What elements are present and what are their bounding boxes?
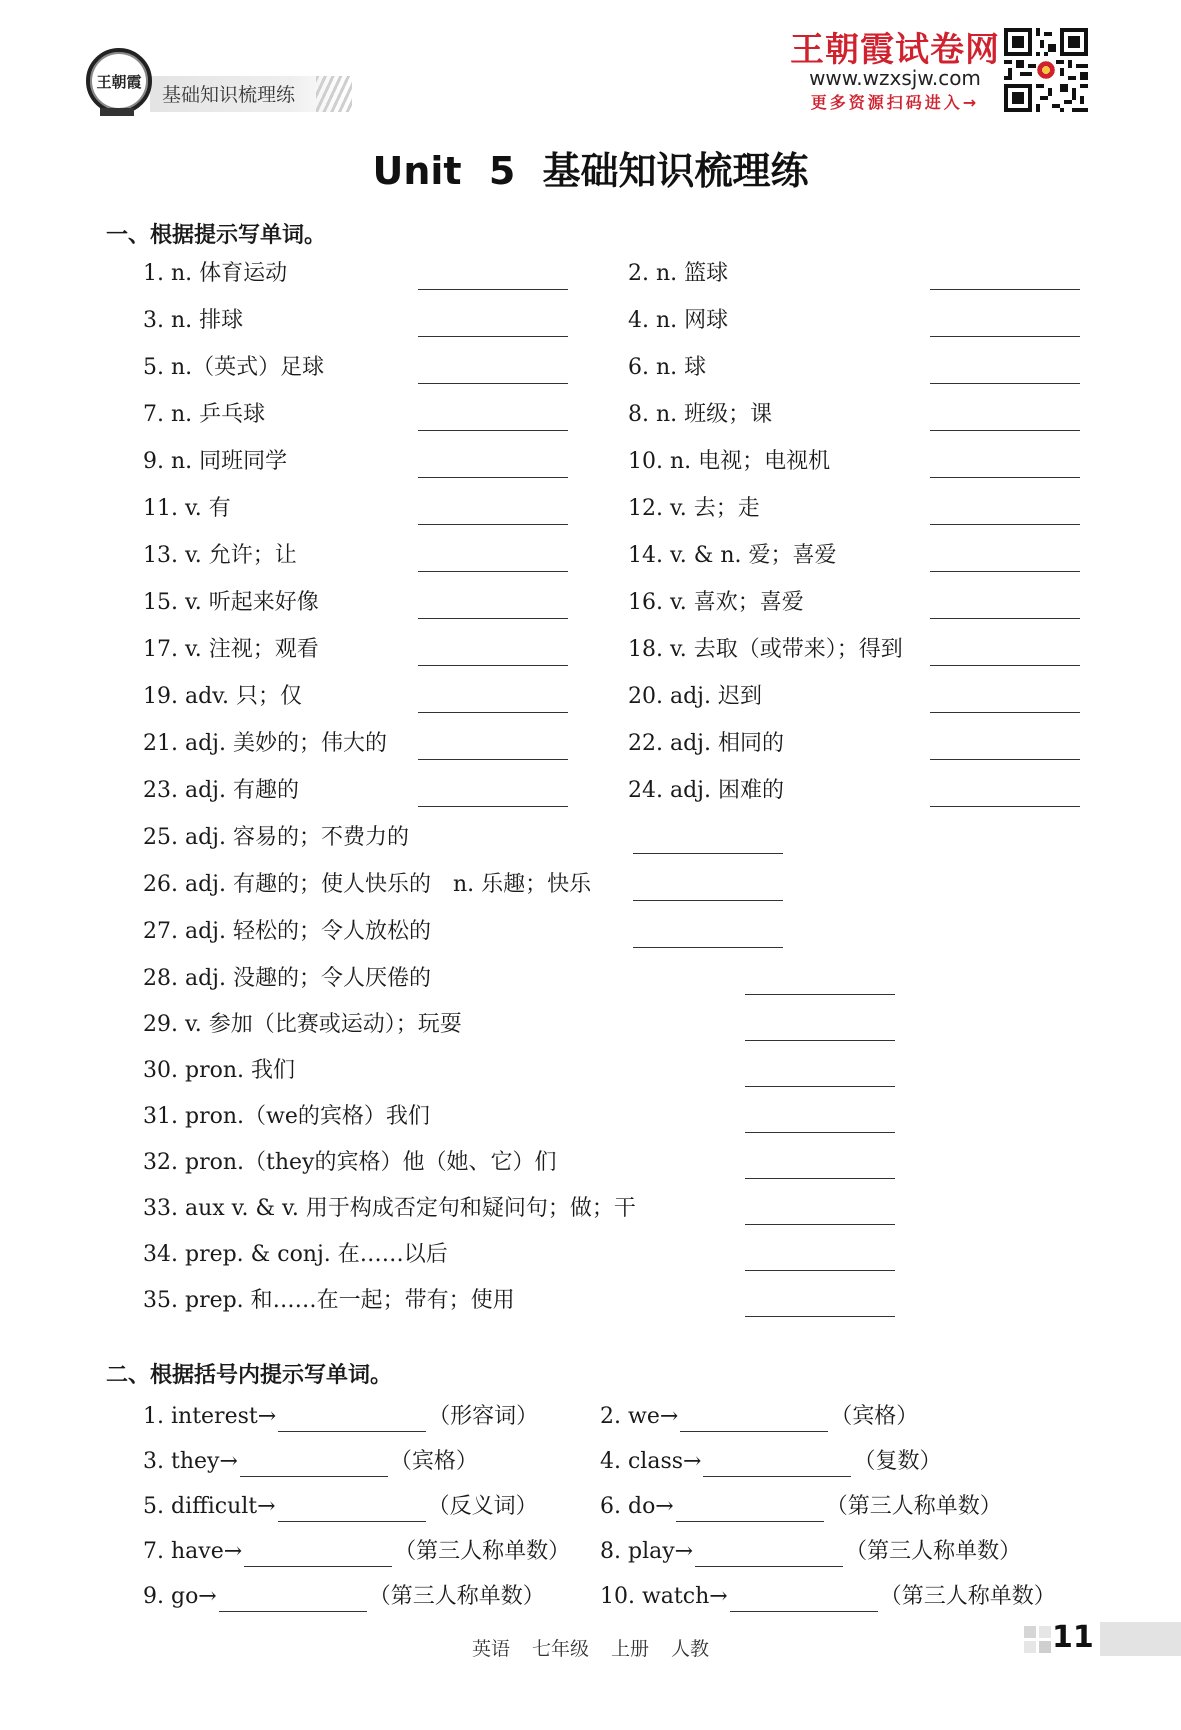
- part1-item: 28. adj. 没趣的；令人厌倦的: [143, 966, 431, 991]
- part1-item: 34. prep. & conj. 在……以后: [143, 1242, 448, 1267]
- part1-item: 33. aux v. & v. 用于构成否定句和疑问句；做；干: [143, 1196, 636, 1221]
- part1-item: 14. v. & n. 爱；喜爱: [628, 543, 837, 568]
- answer-blank[interactable]: [745, 1316, 895, 1317]
- answer-blank[interactable]: [418, 618, 568, 619]
- part2-item-prompt: 4. class→: [600, 1449, 702, 1474]
- answer-blank[interactable]: [745, 1132, 895, 1133]
- answer-blank[interactable]: [745, 1178, 895, 1179]
- answer-blank[interactable]: [676, 1497, 824, 1522]
- part1-item: 25. adj. 容易的；不费力的: [143, 825, 409, 850]
- answer-blank[interactable]: [745, 1270, 895, 1271]
- part1-item: 9. n. 同班同学: [143, 449, 288, 474]
- answer-blank[interactable]: [418, 759, 568, 760]
- answer-blank[interactable]: [418, 477, 568, 478]
- part1-item: 32. pron.（they的宾格）他（她、它）们: [143, 1150, 557, 1175]
- part1-item: 35. prep. 和……在一起；带有；使用: [143, 1288, 515, 1313]
- part1-item: 18. v. 去取（或带来）；得到: [628, 637, 903, 662]
- answer-blank[interactable]: [244, 1542, 392, 1567]
- section-tag: 基础知识梳理练: [162, 84, 296, 106]
- answer-blank[interactable]: [418, 571, 568, 572]
- part1-item: 29. v. 参加（比赛或运动）；玩耍: [143, 1012, 462, 1037]
- part2-item-hint: （宾格）: [830, 1404, 919, 1429]
- answer-blank[interactable]: [930, 477, 1080, 478]
- answer-blank[interactable]: [633, 900, 783, 901]
- qr-code-icon[interactable]: [1004, 28, 1088, 112]
- page-number: 11: [1052, 1620, 1094, 1655]
- part2-item-hint: （反义词）: [427, 1494, 538, 1519]
- answer-blank[interactable]: [930, 524, 1080, 525]
- answer-blank[interactable]: [930, 806, 1080, 807]
- answer-blank[interactable]: [930, 712, 1080, 713]
- part1-item: 11. v. 有: [143, 496, 231, 521]
- answer-blank[interactable]: [418, 524, 568, 525]
- part2-item: [143, 1447, 478, 1477]
- part2-item-prompt: 9. go→: [143, 1584, 217, 1609]
- part2-item: [600, 1582, 1056, 1612]
- answer-blank[interactable]: [930, 336, 1080, 337]
- logo-text: 王朝霞: [96, 72, 142, 91]
- brand-note: 更多资源扫码进入→: [810, 93, 980, 112]
- answer-blank[interactable]: [930, 383, 1080, 384]
- part2-item: [143, 1492, 538, 1522]
- part2-item-prompt: 5. difficult→: [143, 1494, 276, 1519]
- brand-name: 王朝霞试卷网: [790, 30, 1000, 70]
- answer-blank[interactable]: [278, 1407, 426, 1432]
- answer-blank[interactable]: [745, 1040, 895, 1041]
- answer-blank[interactable]: [745, 1224, 895, 1225]
- part2-item-prompt: 3. they→: [143, 1449, 238, 1474]
- part2-item-hint: （第三人称单数）: [368, 1584, 545, 1609]
- answer-blank[interactable]: [219, 1587, 367, 1612]
- part2-item-prompt: 7. have→: [143, 1539, 243, 1564]
- part2-item-hint: （第三人称单数）: [879, 1584, 1056, 1609]
- answer-blank[interactable]: [418, 665, 568, 666]
- part2-item-hint: （复数）: [853, 1449, 942, 1474]
- footer-bar: [1100, 1622, 1181, 1656]
- part1-item: 24. adj. 困难的: [628, 778, 784, 803]
- answer-blank[interactable]: [730, 1587, 878, 1612]
- answer-blank[interactable]: [695, 1542, 843, 1567]
- part1-item: 6. n. 球: [628, 355, 707, 380]
- page-title: Unit 5 基础知识梳理练: [372, 149, 809, 193]
- answer-blank[interactable]: [930, 289, 1080, 290]
- part2-item: [143, 1582, 545, 1612]
- part1-item: 10. n. 电视；电视机: [628, 449, 831, 474]
- publisher-logo: [86, 48, 152, 114]
- answer-blank[interactable]: [745, 1086, 895, 1087]
- brand-url[interactable]: www.wzxsjw.com: [809, 66, 981, 90]
- answer-blank[interactable]: [930, 665, 1080, 666]
- part2-item: [600, 1402, 918, 1432]
- part1-item: 8. n. 班级；课: [628, 402, 773, 427]
- answer-blank[interactable]: [418, 336, 568, 337]
- answer-blank[interactable]: [930, 430, 1080, 431]
- part2-item: [600, 1492, 1002, 1522]
- answer-blank[interactable]: [418, 806, 568, 807]
- part2-item-prompt: 2. we→: [600, 1404, 679, 1429]
- part1-item: 1. n. 体育运动: [143, 261, 288, 286]
- part1-item: 13. v. 允许；让: [143, 543, 297, 568]
- part1-item: 22. adj. 相同的: [628, 731, 784, 756]
- answer-blank[interactable]: [703, 1452, 851, 1477]
- footer-book-info: 英语 七年级 上册 人教: [471, 1638, 710, 1660]
- answer-blank[interactable]: [418, 712, 568, 713]
- part1-item: 30. pron. 我们: [143, 1058, 295, 1083]
- answer-blank[interactable]: [633, 947, 783, 948]
- answer-blank[interactable]: [418, 289, 568, 290]
- answer-blank[interactable]: [240, 1452, 388, 1477]
- part1-item: 16. v. 喜欢；喜爱: [628, 590, 804, 615]
- answer-blank[interactable]: [680, 1407, 828, 1432]
- footer-squares-icon: [1024, 1626, 1052, 1654]
- answer-blank[interactable]: [418, 383, 568, 384]
- part2-item: [143, 1402, 538, 1432]
- part2-item: [143, 1537, 570, 1567]
- part2-item-hint: （形容词）: [428, 1404, 539, 1429]
- part1-item: 15. v. 听起来好像: [143, 590, 319, 615]
- part2-item: [600, 1537, 1021, 1567]
- part1-item: 19. adv. 只；仅: [143, 684, 302, 709]
- part2-item-hint: （宾格）: [389, 1449, 478, 1474]
- part2-item-prompt: 1. interest→: [143, 1404, 277, 1429]
- part1-item: 27. adj. 轻松的；令人放松的: [143, 919, 431, 944]
- header-stripes: [316, 76, 352, 112]
- answer-blank[interactable]: [278, 1497, 426, 1522]
- part2-item-prompt: 8. play→: [600, 1539, 694, 1564]
- answer-blank[interactable]: [418, 430, 568, 431]
- part1-heading: 一、根据提示写单词。: [106, 223, 327, 248]
- part2-item-prompt: 6. do→: [600, 1494, 674, 1519]
- answer-blank[interactable]: [745, 994, 895, 995]
- part1-item: 21. adj. 美妙的；伟大的: [143, 731, 387, 756]
- part2-item: [600, 1447, 942, 1477]
- part1-item: 17. v. 注视；观看: [143, 637, 319, 662]
- part2-item-hint: （第三人称单数）: [825, 1494, 1002, 1519]
- part1-item: 5. n.（英式）足球: [143, 355, 325, 380]
- answer-blank[interactable]: [930, 759, 1080, 760]
- part1-item: 31. pron.（we的宾格）我们: [143, 1104, 430, 1129]
- answer-blank[interactable]: [930, 571, 1080, 572]
- part1-item: 26. adj. 有趣的；使人快乐的 n. 乐趣；快乐: [143, 872, 592, 897]
- part1-item: 12. v. 去；走: [628, 496, 760, 521]
- part1-item: 2. n. 篮球: [628, 261, 729, 286]
- part1-item: 20. adj. 迟到: [628, 684, 762, 709]
- part2-item-hint: （第三人称单数）: [845, 1539, 1022, 1564]
- part2-heading: 二、根据括号内提示写单词。: [106, 1363, 393, 1388]
- part2-item-prompt: 10. watch→: [600, 1584, 728, 1609]
- part1-item: 4. n. 网球: [628, 308, 729, 333]
- part1-item: 23. adj. 有趣的: [143, 778, 299, 803]
- answer-blank[interactable]: [930, 618, 1080, 619]
- part1-item: 7. n. 乒乓球: [143, 402, 266, 427]
- part2-item-hint: （第三人称单数）: [394, 1539, 571, 1564]
- logo-ribbon: [100, 108, 134, 116]
- answer-blank[interactable]: [633, 853, 783, 854]
- part1-item: 3. n. 排球: [143, 308, 244, 333]
